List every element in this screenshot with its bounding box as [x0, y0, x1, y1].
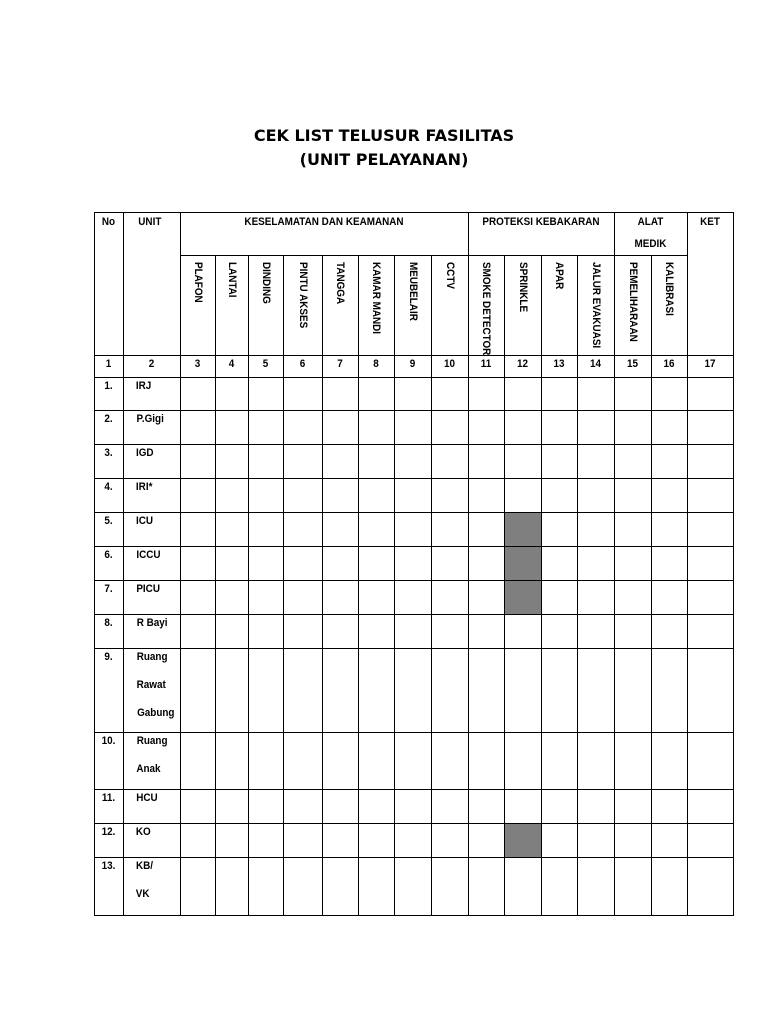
shaded-cell [504, 823, 541, 857]
page-subtitle: (UNIT PELAYANAN) [299, 150, 469, 169]
table-rule [94, 789, 734, 790]
column-header: TANGGA [334, 262, 346, 305]
table-rule [94, 355, 734, 356]
column-number: 9 [409, 358, 416, 370]
table-rule [94, 377, 734, 378]
row-no: 7. [104, 583, 113, 595]
page-title: CEK LIST TELUSUR FASILITAS [253, 126, 515, 145]
column-header: KALIBRASI [663, 262, 675, 316]
column-number: 3 [194, 358, 201, 370]
row-no: 9. [104, 651, 113, 663]
table-rule [215, 255, 216, 916]
row-unit: Anak [136, 763, 161, 775]
header-unit: UNIT [138, 216, 162, 228]
row-unit: R Bayi [136, 617, 168, 629]
table-rule [541, 255, 542, 916]
row-unit: Ruang [136, 735, 168, 747]
table-rule [94, 410, 734, 411]
shaded-cell [504, 546, 541, 580]
row-no: 4. [104, 481, 113, 493]
table-rule [687, 212, 688, 916]
table-rule [322, 255, 323, 916]
header-ket: KET [700, 216, 720, 228]
column-number: 5 [262, 358, 269, 370]
header-group-alat-line2: MEDIK [634, 238, 667, 250]
table-rule [94, 212, 95, 916]
table-rule [94, 512, 734, 513]
row-unit: HCU [136, 792, 158, 804]
column-number: 4 [228, 358, 235, 370]
shaded-cell [504, 580, 541, 614]
row-unit: PICU [136, 583, 160, 595]
row-no: 1. [104, 380, 113, 392]
table-rule [94, 444, 734, 445]
column-number: 1 [105, 358, 112, 370]
row-unit: Gabung [137, 707, 175, 719]
row-unit: KB/ [135, 860, 154, 872]
row-no: 11. [101, 792, 116, 804]
table-rule [94, 857, 734, 858]
row-unit: VK [135, 888, 150, 900]
row-unit: Rawat [136, 679, 166, 691]
column-header: DINDING [259, 262, 272, 304]
row-no: 10. [101, 735, 116, 747]
table-rule [94, 212, 734, 213]
table-rule [123, 212, 124, 916]
table-rule [468, 212, 469, 916]
column-header: MEUBELAIR [406, 262, 419, 321]
row-no: 5. [104, 515, 113, 527]
table-rule [248, 255, 249, 916]
column-header: PEMELIHARAAN [626, 262, 639, 342]
column-number: 15 [626, 358, 639, 370]
column-number: 7 [337, 358, 343, 370]
table-rule [431, 255, 432, 916]
table-rule [94, 478, 734, 479]
row-unit: KO [135, 826, 151, 838]
column-number: 2 [148, 358, 155, 370]
table-rule [733, 212, 734, 916]
row-no: 8. [104, 617, 113, 629]
header-group-proteksi: PROTEKSI KEBAKARAN [482, 216, 600, 228]
column-number: 12 [516, 358, 529, 370]
table-rule [94, 648, 734, 649]
column-header: PLAFON [191, 262, 204, 303]
column-number: 17 [704, 358, 716, 370]
row-unit: ICCU [136, 549, 161, 561]
table-rule [394, 255, 395, 916]
column-header: CCTV [443, 262, 456, 289]
header-group-alat-line1: ALAT [637, 216, 664, 228]
table-rule [614, 212, 615, 916]
row-unit: IRI* [135, 481, 153, 493]
column-number: 13 [553, 358, 565, 370]
column-number: 8 [373, 358, 379, 370]
column-number: 10 [443, 358, 456, 370]
table-rule [651, 255, 652, 916]
row-no: 6. [104, 549, 113, 561]
table-rule [94, 614, 734, 615]
row-unit: ICU [135, 515, 154, 527]
row-no: 13. [101, 860, 116, 872]
table-rule [283, 255, 284, 916]
table-rule [358, 255, 359, 916]
table-rule [94, 915, 734, 916]
column-header: APAR [553, 262, 565, 290]
column-header: KAMAR MANDI [370, 262, 382, 335]
table-rule [94, 732, 734, 733]
column-number: 11 [480, 358, 492, 370]
row-unit: Ruang [136, 651, 168, 663]
row-unit: IRJ [135, 380, 152, 392]
row-no: 12. [101, 826, 116, 838]
table-rule [504, 255, 505, 916]
table-rule [94, 580, 734, 581]
table-rule [180, 212, 181, 916]
column-header: LANTAI [225, 262, 238, 298]
column-number: 16 [663, 358, 675, 370]
header-no: No [101, 216, 116, 228]
table-rule [180, 255, 687, 256]
row-no: 3. [104, 447, 113, 459]
table-rule [94, 546, 734, 547]
header-group-keselamatan: KESELAMATAN DAN KEAMANAN [244, 216, 404, 228]
row-unit: IGD [135, 447, 154, 459]
table-rule [94, 823, 734, 824]
shaded-cell [504, 512, 541, 546]
column-header: PINTU AKSES [296, 262, 309, 329]
column-header: SMOKE DETECTOR [480, 262, 492, 356]
row-unit: P.Gigi [136, 413, 164, 425]
row-no: 2. [104, 413, 113, 425]
column-number: 14 [589, 358, 602, 370]
table-rule [577, 255, 578, 916]
column-header: SPRINKLE [516, 262, 529, 313]
column-number: 6 [299, 358, 306, 370]
column-header: JALUR EVAKUASI [589, 262, 602, 349]
